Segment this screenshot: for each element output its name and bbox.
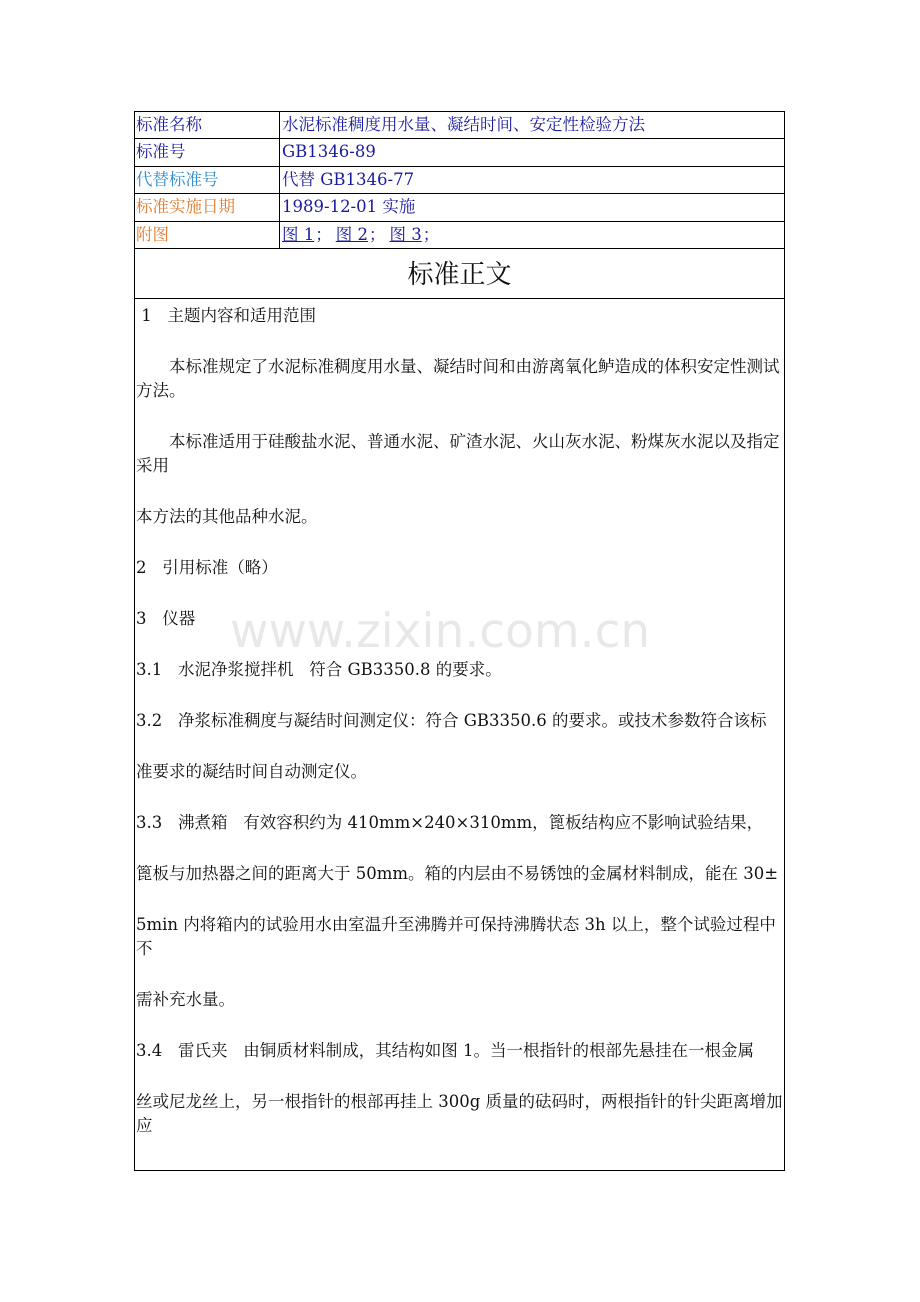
- body-paragraph: 篦板与加热器之间的距离大于 50mm。箱的内层由不易锈蚀的金属材料制成，能在 30±: [136, 863, 779, 883]
- watermark: www.zixin.com.cn: [230, 604, 651, 659]
- meta-rows: [135, 112, 784, 249]
- meta-row: [135, 167, 784, 194]
- meta-label: 附图: [135, 222, 280, 248]
- meta-label: 标准名称: [135, 112, 280, 138]
- body-paragraph: 本标准规定了水泥标准稠度用水量、凝结时间和由游离氧化鲈造成的体积安定性测试方法。: [136, 356, 780, 400]
- meta-row: [135, 194, 784, 221]
- body-paragraph: 3 仪器: [136, 608, 196, 628]
- body-paragraph: 3.1 水泥净浆搅拌机 符合 GB3350.8 的要求。: [136, 659, 502, 679]
- body-paragraph: 3.3 沸煮箱 有效容积约为 410mm×240×310mm，篦板结构应不影响试验结果，: [136, 812, 764, 832]
- body-paragraph: 本方法的其他品种水泥。: [136, 506, 318, 526]
- body-paragraph: 3.2 净浆标准稠度与凝结时间测定仪：符合 GB3350.6 的要求。或技术参数符合该标: [136, 710, 767, 730]
- meta-value: [280, 222, 784, 248]
- document-body: [135, 299, 784, 1170]
- meta-label: 标准实施日期: [135, 194, 280, 220]
- link-separator: ；: [315, 224, 332, 244]
- body-paragraph: 丝或尼龙丝上，另一根指针的根部再挂上 300g 质量的砝码时，两根指针的针尖距离增加应: [136, 1091, 783, 1135]
- link-separator: ；: [422, 224, 440, 244]
- meta-value: 水泥标准稠度用水量、凝结时间、安定性检验方法: [282, 115, 645, 134]
- body-paragraph: 5min 内将箱内的试验用水由室温升至沸腾并可保持沸腾状态 3h 以上，整个试验过程中不: [136, 914, 776, 958]
- body-paragraph: 需补充水量。: [136, 989, 235, 1009]
- figure-link-1[interactable]: 图 1: [282, 224, 315, 244]
- meta-value: 1989-12-01 实施: [282, 197, 416, 217]
- document-title: 标准正文: [135, 249, 784, 299]
- meta-row: [135, 112, 784, 139]
- figure-link-2[interactable]: 图 2: [335, 224, 368, 244]
- body-paragraph: 3.4 雷氏夹 由铜质材料制成，其结构如图 1。当一根指针的根部先悬挂在一根金属: [136, 1040, 754, 1060]
- body-paragraph: 1 主题内容和适用范围: [136, 305, 316, 325]
- meta-value: 代替 GB1346-77: [282, 169, 415, 189]
- body-paragraph: 本标准适用于硅酸盐水泥、普通水泥、矿渣水泥、火山灰水泥、粉煤灰水泥以及指定采用: [136, 431, 780, 475]
- link-separator: ；: [369, 224, 386, 244]
- meta-label: 标准号: [135, 139, 280, 165]
- standard-info-table: [134, 111, 785, 1171]
- meta-label: 代替标准号: [135, 167, 280, 193]
- figure-link-3[interactable]: 图 3: [389, 224, 422, 244]
- meta-row: [135, 222, 784, 249]
- meta-row: [135, 139, 784, 166]
- body-paragraph: 准要求的凝结时间自动测定仪。: [136, 761, 367, 781]
- meta-value: GB1346-89: [282, 142, 376, 162]
- body-paragraph: 2 引用标准（略）: [136, 557, 278, 577]
